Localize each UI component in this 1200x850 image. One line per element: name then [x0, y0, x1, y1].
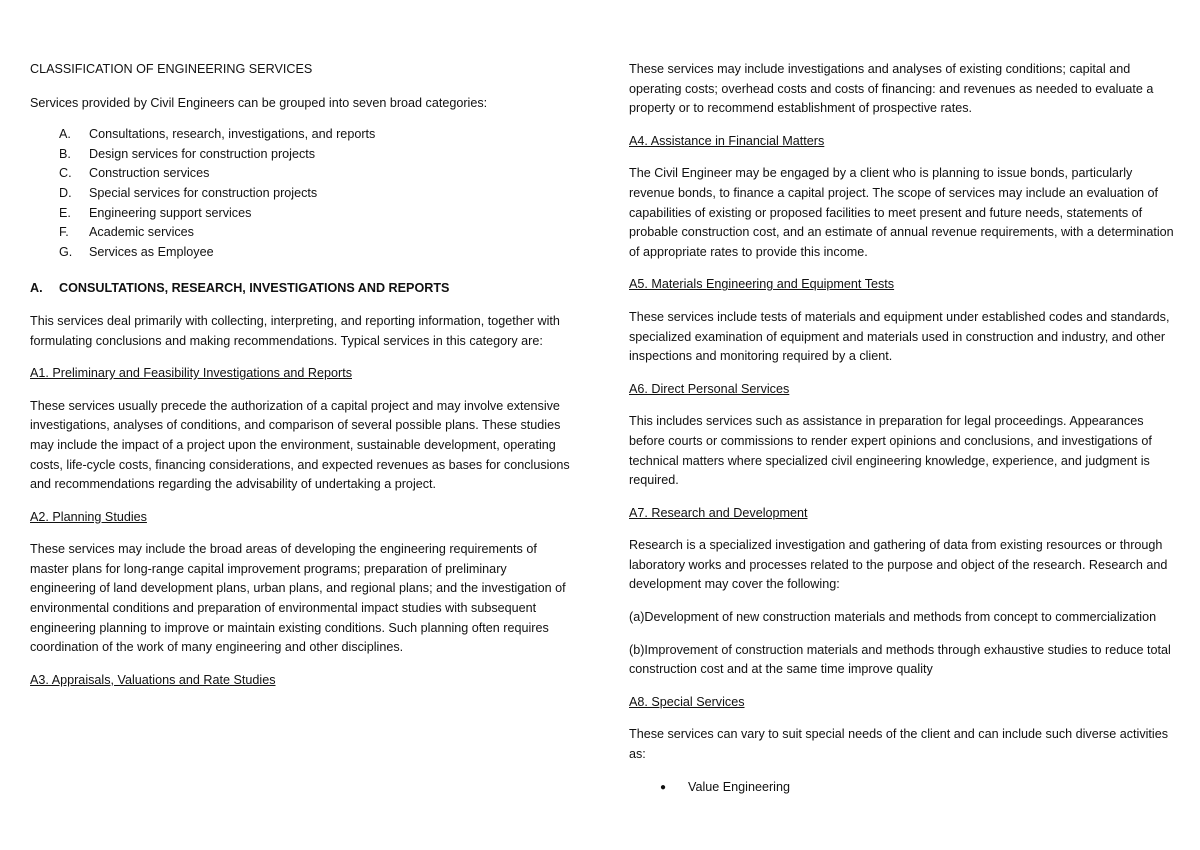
section-a-heading [30, 279, 575, 299]
a3-body: These services may include investigations and analyses of existing conditions; capital and operating costs; overhead costs and costs of financing: and revenues as needed to evaluate a property or to recommend establishment of prospective rates. [629, 62, 1154, 116]
a5-heading: A5. Materials Engineering and Equipment Tests [629, 277, 895, 292]
category-letter: A. [59, 127, 71, 142]
document-title: CLASSIFICATION OF ENGINEERING SERVICES [30, 62, 313, 76]
category-text: Academic services [89, 225, 194, 240]
bullet-text: Value Engineering [688, 779, 790, 794]
a2-body: These services may include the broad areas of developing the engineering requirements of master plans for long-range capital improvement programs; preparation of preliminary engineering of land development plans, urban plans, and regional plans; and the investigation of environmental conditions and preparation of environmental impact studies with subsequent engineering planning to improve or maintain existing conditions. Such planning often requires coordination of the work of many engineering and other disciplines. [30, 542, 566, 655]
category-item [30, 164, 575, 184]
category-item [30, 125, 575, 145]
category-letter: C. [59, 166, 72, 181]
a6-body: This includes services such as assistance in preparation for legal proceedings. Appearances before courts or commissions to render expert opinions and conclusions, and investigations of technical matters where specialized civil engineering knowledge, experience, and judgment is required. [629, 414, 1152, 488]
category-item [30, 204, 575, 224]
a8-body: These services can vary to suit special needs of the client and can include such diverse activities as: [629, 727, 1169, 762]
a7-item-b: (b)Improvement of construction materials and methods through exhaustive studies to reduce total construction cost and at the same time improve quality [629, 642, 1171, 677]
a8-bullet-list [629, 778, 1174, 798]
a6-heading: A6. Direct Personal Services [629, 381, 790, 396]
a5-body: These services include tests of materials and equipment under established codes and standards, specialized examination of equipment and materials used in construction and industry, and other inspections and monitoring required by a client. [629, 309, 1170, 364]
a1-heading: A1. Preliminary and Feasibility Investigations and Reports [30, 366, 352, 381]
intro-text: Services provided by Civil Engineers can be grouped into seven broad categories: [30, 95, 488, 110]
category-letter: G. [59, 244, 73, 259]
category-text: Construction services [89, 166, 210, 181]
section-a-title: CONSULTATIONS, RESEARCH, INVESTIGATIONS AND REPORTS [59, 281, 450, 296]
category-text: Consultations, research, investigations, and reports [89, 127, 376, 142]
category-item [30, 184, 575, 204]
a1-body: These services usually precede the authorization of a capital project and may involve extensive investigations, analyses of conditions, and comparison of several possible plans. These studies may include the impact of a project upon the environment, sustainable development, operating costs, life-cycle costs, financing considerations, and expected revenues as bases for conclusions and recommendations regarding the advisability of undertaking a project. [30, 398, 570, 492]
a7-body: Research is a specialized investigation and gathering of data from existing resources or through laboratory works and processes related to the purpose and object of the research. Research and development may cover the following: [629, 538, 1168, 592]
category-item [30, 223, 575, 243]
categories-list [30, 125, 575, 262]
section-a-letter: A. [30, 281, 43, 296]
category-letter: E. [59, 205, 71, 220]
a3-heading: A3. Appraisals, Valuations and Rate Studies [30, 672, 276, 687]
category-text: Engineering support services [89, 205, 252, 220]
category-item [30, 145, 575, 165]
a7-item-a: (a)Development of new construction materials and methods from concept to commercialization [629, 610, 1157, 625]
category-text: Design services for construction projects [89, 146, 316, 161]
category-item [30, 243, 575, 263]
a2-heading: A2. Planning Studies [30, 509, 147, 524]
bullet-icon: ● [660, 781, 667, 793]
a4-heading: A4. Assistance in Financial Matters [629, 133, 825, 148]
category-text: Special services for construction projects [89, 185, 318, 200]
right-column [629, 60, 1174, 797]
category-text: Services as Employee [89, 244, 214, 259]
a7-heading: A7. Research and Development [629, 505, 808, 520]
category-letter: B. [59, 146, 71, 161]
section-a-intro: This services deal primarily with collecting, interpreting, and reporting information, together with formulating conclusions and making recommendations. Typical services in this category are: [30, 313, 560, 348]
a4-body: The Civil Engineer may be engaged by a client who is planning to issue bonds, particularly revenue bonds, to finance a capital project. The scope of services may include an evaluation of capabilities of existing or proposed facilities to meet present and future needs, statements of probable construction cost, and an estimate of annual revenue requirements, with a determination of appropriate rates to provide this income. [629, 166, 1174, 259]
category-letter: F. [59, 225, 69, 240]
list-item [629, 778, 1174, 798]
left-column [30, 60, 575, 703]
category-letter: D. [59, 185, 72, 200]
a8-heading: A8. Special Services [629, 694, 745, 709]
